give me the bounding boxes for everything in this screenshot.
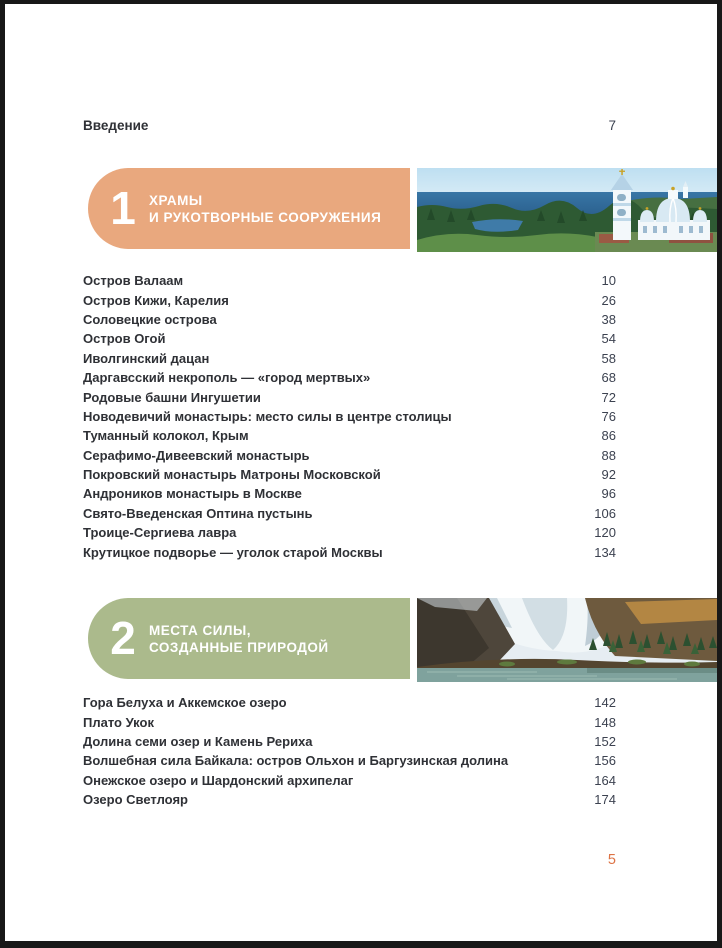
toc-item-title: Свято-Введенская Оптина пустынь [83,505,313,521]
toc-item-title: Гора Белуха и Аккемское озеро [83,695,287,711]
toc-row[interactable] [83,484,616,503]
toc-row[interactable] [83,271,616,290]
toc-item-page: 88 [601,447,616,463]
section-1-toc-list [83,271,616,562]
toc-item-page: 142 [594,695,616,711]
toc-item-title: Крутицкое подворье — уголок старой Москвы [83,544,383,560]
section-1-banner[interactable] [88,168,410,249]
toc-item-title: Покровский монастырь Матроны Московской [83,467,381,483]
section-2-title: МЕСТА СИЛЫ, СОЗДАННЫЕ ПРИРОДОЙ [149,622,329,655]
toc-item-page: 26 [601,292,616,308]
toc-item-page: 134 [594,544,616,560]
toc-item-page: 10 [601,273,616,289]
toc-item-page: 58 [601,350,616,366]
toc-row[interactable] [83,771,616,790]
toc-row[interactable] [83,751,616,770]
toc-item-title: Соловецкие острова [83,311,217,327]
toc-row[interactable] [83,290,616,309]
toc-item-page: 174 [594,792,616,808]
toc-item-page: 76 [601,408,616,424]
toc-item-title: Новодевичий монастырь: место силы в центре столицы [83,408,452,424]
toc-row[interactable] [83,446,616,465]
toc-item-page: 152 [594,733,616,749]
section-2-number: 2 [110,611,136,664]
toc-item-title: Остров Огой [83,331,166,347]
toc-item-page: 86 [601,428,616,444]
toc-row[interactable] [83,712,616,731]
toc-header-row[interactable] [83,118,616,133]
toc-row[interactable] [83,523,616,542]
section-1-number: 1 [110,181,136,234]
toc-item-page: 96 [601,486,616,502]
toc-item-title: Онежское озеро и Шардонский архипелаг [83,772,354,788]
toc-row[interactable] [83,310,616,329]
toc-row[interactable] [83,368,616,387]
toc-item-page: 106 [594,505,616,521]
toc-item-page: 54 [601,331,616,347]
section-2-banner[interactable] [88,598,410,679]
toc-item-title: Остров Валаам [83,273,184,289]
toc-item-title: Долина семи озер и Камень Рериха [83,733,313,749]
toc-item-title: Волшебная сила Байкала: остров Ольхон и Баргузинская долина [83,753,509,769]
toc-item-title: Серафимо-Дивеевский монастырь [83,447,310,463]
valaam-monastery-photo [417,168,717,252]
section-1-title: ХРАМЫ И РУКОТВОРНЫЕ СООРУЖЕНИЯ [149,192,382,225]
toc-row[interactable] [83,732,616,751]
toc-item-title: Иволгинский дацан [83,350,210,366]
toc-item-title: Родовые башни Ингушетии [83,389,261,405]
toc-row[interactable] [83,542,616,561]
toc-item-title: Даргавсский некрополь — «город мертвых» [83,370,371,386]
toc-item-title: Туманный колокол, Крым [83,428,249,444]
toc-item-title: Озеро Светлояр [83,792,188,808]
introduction-page-number: 7 [608,118,616,133]
toc-row[interactable] [83,387,616,406]
toc-item-page: 156 [594,753,616,769]
toc-item-page: 120 [594,525,616,541]
toc-row[interactable] [83,465,616,484]
toc-item-title: Андроников монастырь в Москве [83,486,302,502]
introduction-label: Введение [83,118,149,133]
current-page-number: 5 [607,852,616,868]
toc-item-page: 38 [601,311,616,327]
toc-item-page: 164 [594,772,616,788]
toc-row[interactable] [83,790,616,809]
toc-row[interactable] [83,329,616,348]
toc-row[interactable] [83,504,616,523]
toc-item-title: Остров Кижи, Карелия [83,292,229,308]
toc-item-page: 148 [594,714,616,730]
toc-item-title: Плато Укок [83,714,154,730]
toc-item-page: 92 [601,467,616,483]
toc-row[interactable] [83,426,616,445]
toc-row[interactable] [83,407,616,426]
toc-item-page: 68 [601,370,616,386]
toc-page [5,4,717,941]
toc-row[interactable] [83,349,616,368]
altai-mountain-lake-photo [417,598,717,682]
toc-item-page: 72 [601,389,616,405]
toc-row[interactable] [83,693,616,712]
toc-item-title: Троице-Сергиева лавра [83,525,237,541]
section-2-toc-list [83,693,616,809]
